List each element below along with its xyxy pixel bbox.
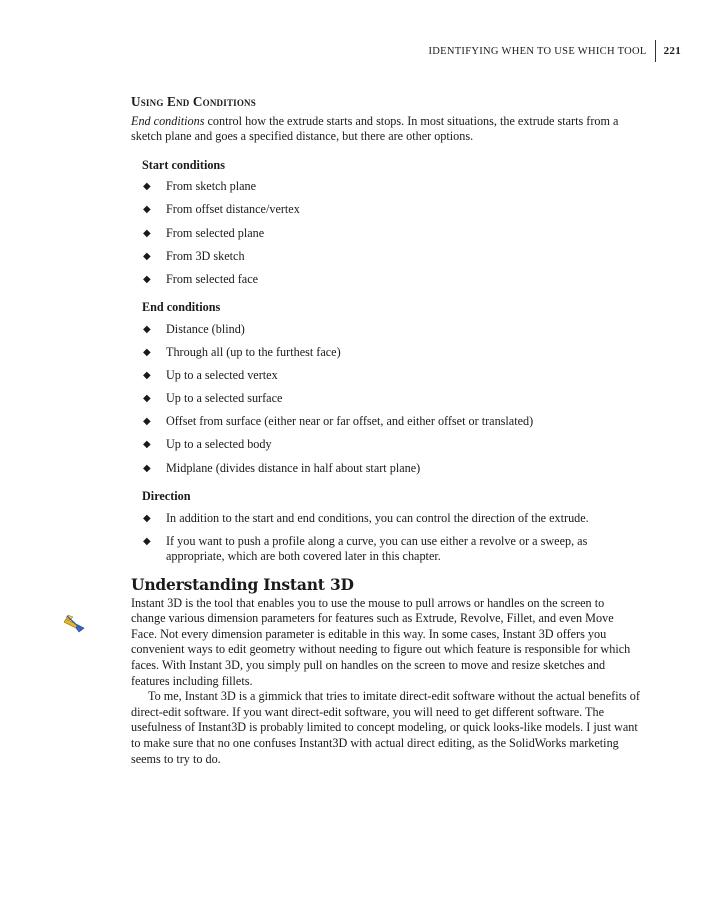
list-item [131,345,641,361]
list-item [131,534,641,565]
list-item [131,322,641,338]
bullet-diamond-icon: ◆ [143,250,151,262]
list-item [131,179,641,195]
direction-list [131,511,641,565]
list-item [131,202,641,218]
list-item [131,414,641,430]
end-conditions-label: End conditions [142,300,221,315]
instant3d-heading: Understanding Instant 3D [131,574,354,594]
list-item-text: From selected plane [166,225,265,240]
bullet-diamond-icon: ◆ [143,512,151,524]
bullet-diamond-icon: ◆ [143,370,151,382]
end-conditions-list [131,322,641,476]
end-conditions-intro [131,114,641,145]
start-conditions-list [131,179,641,287]
running-title: IDENTIFYING WHEN TO USE WHICH TOOL [428,45,647,57]
list-item-text: Up to a selected surface [166,391,283,406]
intro-emphasis: End conditions [131,113,205,128]
list-item [131,511,641,527]
bullet-diamond-icon: ◆ [143,181,151,193]
bullet-diamond-icon: ◆ [143,439,151,451]
list-item-text: Distance (blind) [166,321,245,336]
direction-label: Direction [142,489,191,504]
instant3d-paragraph-2: To me, Instant 3D is a gimmick that tries to imitate direct-edit software without the actual benefits of direct-edit software. If you want direct-edit software, you will need to get different software. The usefulness of Instant3D is probably limited to concept modeling, or quick looks-like models. I just want to make sure that no one confuses Instant3D with actual direct editing, as the SolidWorks marketing seems to try to do. [131,689,640,766]
list-item-text: Midplane (divides distance in half about start plane) [166,460,421,475]
instant3d-paragraph-1: Instant 3D is the tool that enables you to use the mouse to pull arrows or handles on the screen to change various dimension parameters for features such as Extrude, Revolve, Fillet, and even Move Face. Not every dimension parameter is editable in this way. In some cases, Instant 3D offers you convenient ways to edit geometry without needing to figure out which feature is responsible for which faces. With Instant 3D, you simply pull on handles on the screen to move and resize sketches and features including fillets. [131,595,631,688]
bullet-diamond-icon: ◆ [143,273,151,285]
list-item-text: Up to a selected vertex [166,368,278,383]
list-item [131,272,641,288]
list-item [131,391,641,407]
bullet-diamond-icon: ◆ [143,393,151,405]
list-item [131,249,641,265]
running-header [428,40,681,62]
bullet-diamond-icon: ◆ [143,462,151,474]
list-item-text: If you want to push a profile along a curve, you can use either a revolve or a sweep, as appropriate, which are both covered later in this chapter. [166,533,588,564]
bullet-diamond-icon: ◆ [143,323,151,335]
bullet-diamond-icon: ◆ [143,416,151,428]
end-conditions-heading: Using End Conditions [131,94,256,109]
start-conditions-label: Start conditions [142,157,225,172]
list-item [131,461,641,477]
page-number: 221 [663,45,681,57]
instant3d-icon [64,613,86,633]
list-item [131,368,641,384]
bullet-diamond-icon: ◆ [143,535,151,547]
list-item-text: From offset distance/vertex [166,202,300,217]
bullet-diamond-icon: ◆ [143,227,151,239]
list-item [131,437,641,453]
list-item-text: From 3D sketch [166,248,245,263]
list-item-text: Offset from surface (either near or far offset, and either offset or translated) [166,414,534,429]
bullet-diamond-icon: ◆ [143,204,151,216]
list-item-text: Through all (up to the furthest face) [166,345,341,360]
list-item-text: From selected face [166,271,259,286]
list-item-text: Up to a selected body [166,437,272,452]
list-item-text: In addition to the start and end conditions, you can control the direction of the extrude. [166,510,589,525]
bullet-diamond-icon: ◆ [143,347,151,359]
page-body [131,94,641,767]
list-item-text: From sketch plane [166,179,257,194]
intro-text: control how the extrude starts and stops. In most situations, the extrude starts from a sketch plane and goes a specified distance, but there are other options. [131,113,619,144]
list-item [131,226,641,242]
